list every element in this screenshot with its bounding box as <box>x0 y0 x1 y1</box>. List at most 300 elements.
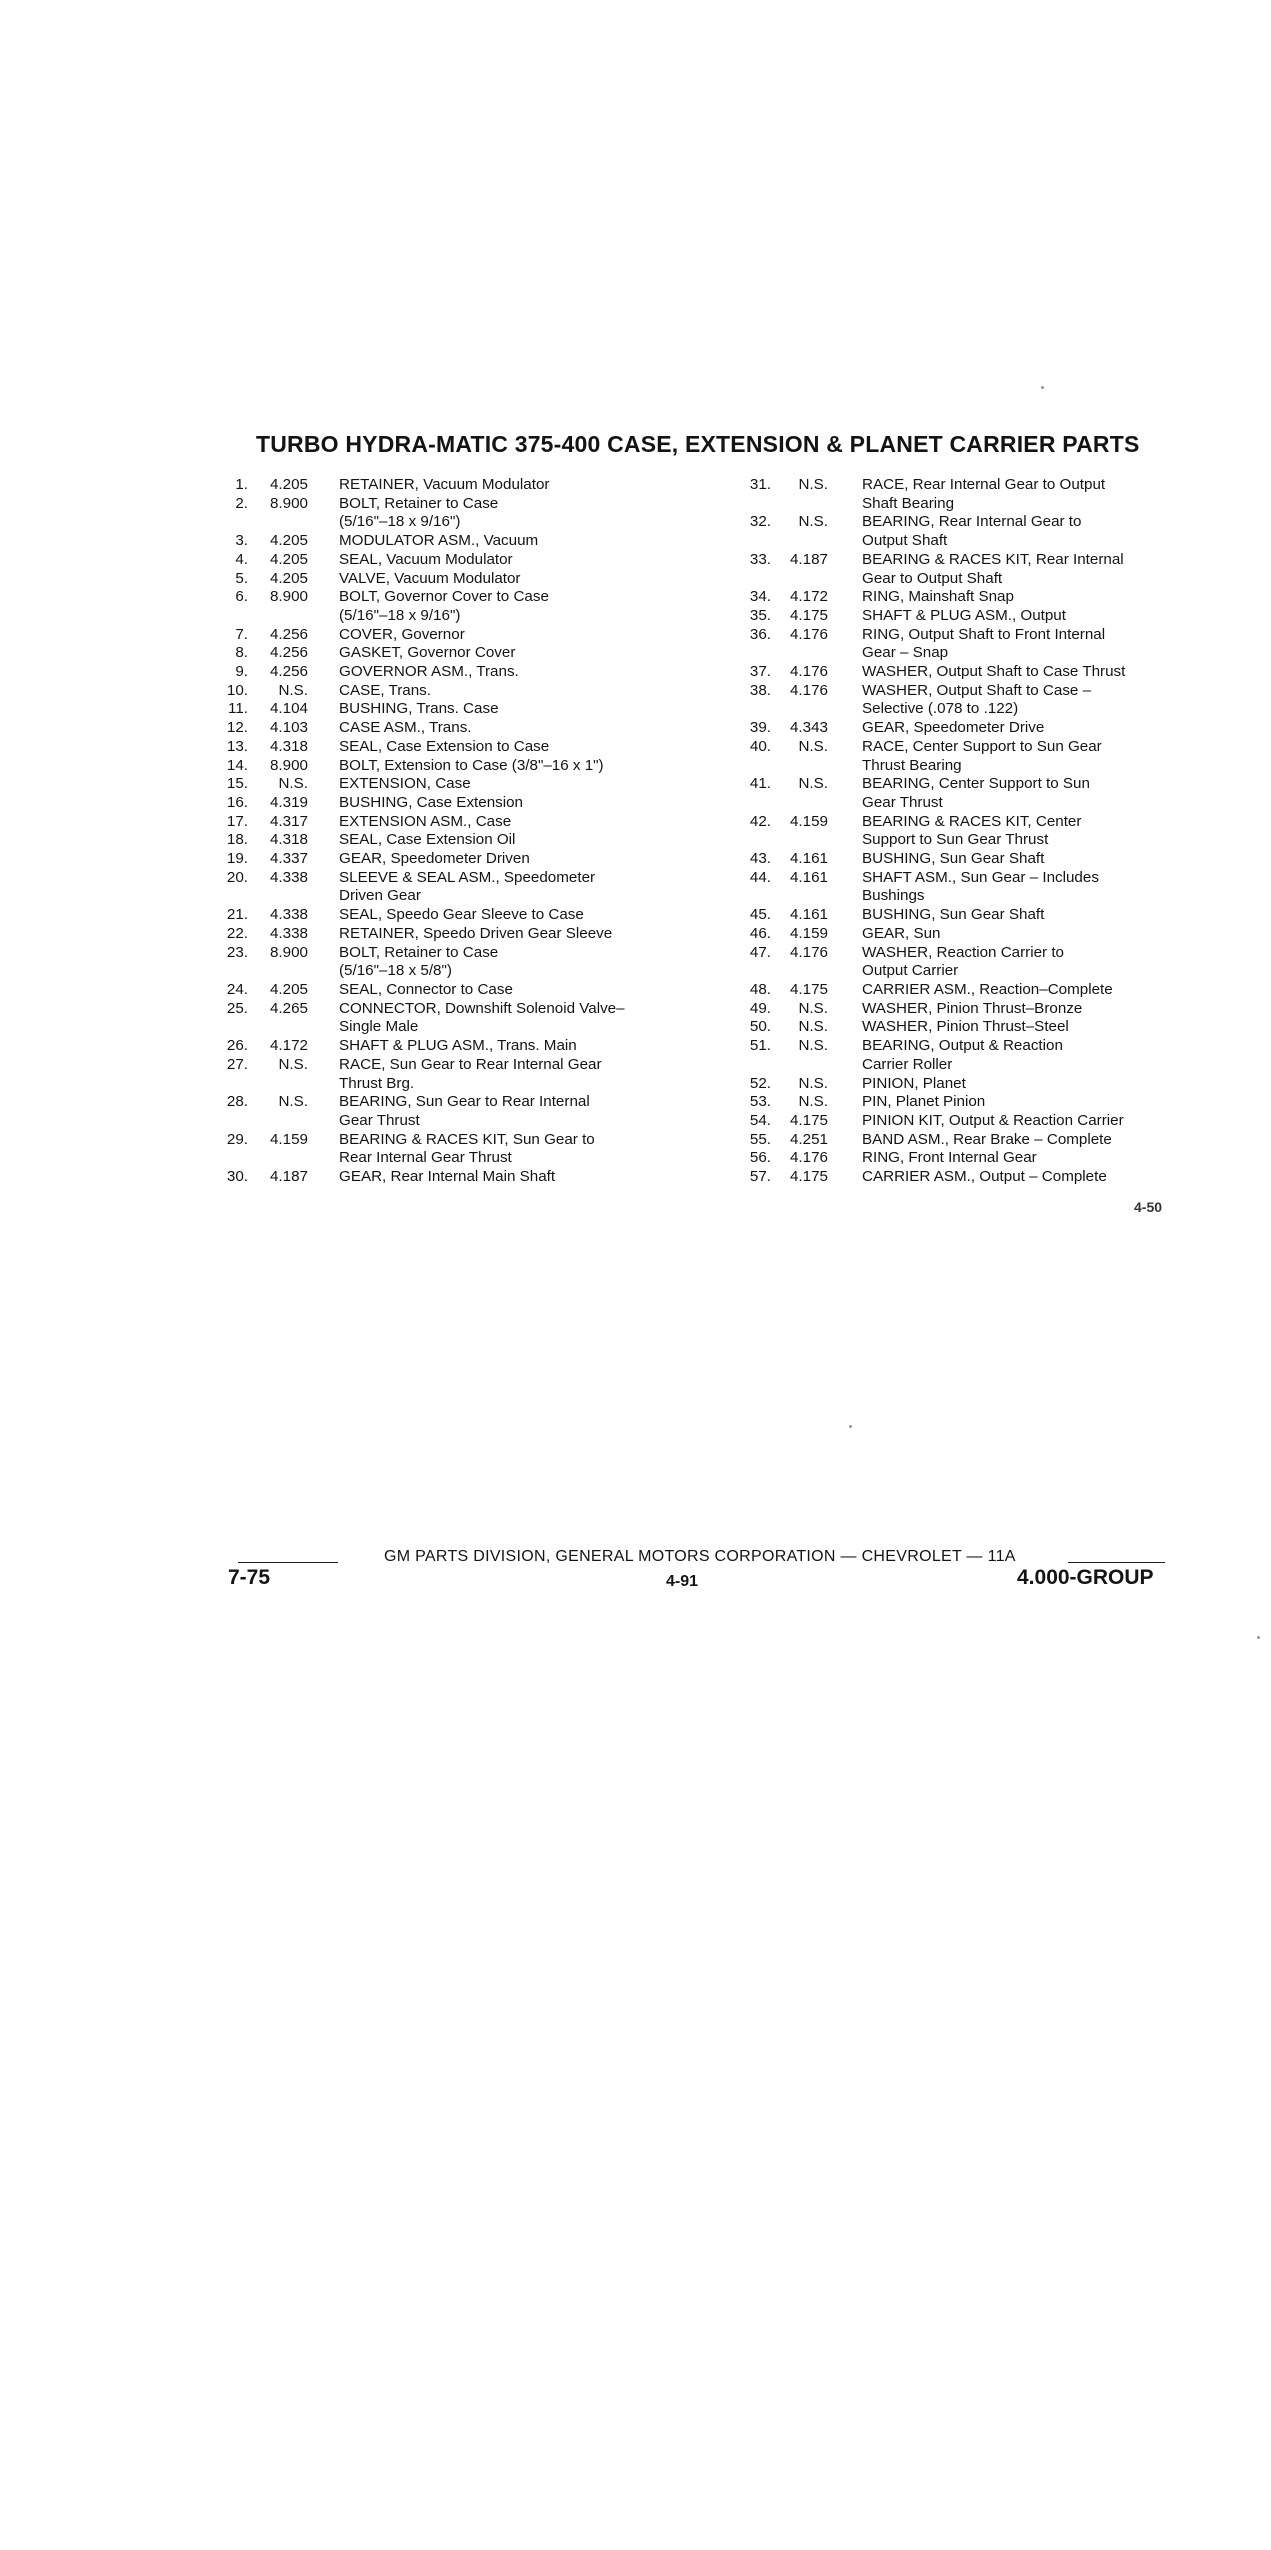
part-number: 43. <box>749 850 771 868</box>
part-number: 29. <box>226 1130 248 1148</box>
part-description <box>339 551 639 570</box>
part-description-line: BAND ASM., Rear Brake – Complete <box>862 1130 1112 1148</box>
part-description-line: (5/16"–18 x 9/16") <box>339 606 461 624</box>
part-number: 6. <box>235 588 248 606</box>
part-row <box>206 588 726 625</box>
part-description-line: Carrier Roller <box>862 1055 953 1073</box>
part-description <box>339 532 639 551</box>
part-group-number: N.S. <box>278 775 308 793</box>
part-description <box>862 944 1172 981</box>
part-row <box>730 551 1250 588</box>
part-group-number: 4.176 <box>789 943 828 961</box>
part-description <box>339 719 639 738</box>
part-description <box>862 925 1172 944</box>
part-description <box>339 869 639 906</box>
part-group-number: 4.205 <box>269 550 308 568</box>
part-description-line: BEARING, Sun Gear to Rear Internal <box>339 1093 590 1111</box>
part-group-number: 4.159 <box>269 1130 308 1148</box>
parts-list-right <box>730 476 1250 1187</box>
part-group-number: 4.337 <box>269 850 308 868</box>
part-description-line: Thrust Bearing <box>862 756 962 774</box>
part-row <box>730 1000 1250 1019</box>
part-number: 5. <box>235 569 248 587</box>
part-group-number: 4.172 <box>269 1037 308 1055</box>
part-number: 10. <box>226 681 248 699</box>
part-description-line: BUSHING, Sun Gear Shaft <box>862 906 1045 924</box>
page-title: TURBO HYDRA-MATIC 375-400 CASE, EXTENSION & PLANET CARRIER PARTS <box>256 431 1140 457</box>
part-description-line: SEAL, Speedo Gear Sleeve to Case <box>339 906 584 924</box>
part-description-line: RETAINER, Vacuum Modulator <box>339 476 550 493</box>
scan-speck <box>1257 1636 1260 1639</box>
part-number: 27. <box>226 1055 248 1073</box>
part-number: 36. <box>749 625 771 643</box>
part-number: 18. <box>226 831 248 849</box>
part-number: 39. <box>749 719 771 737</box>
part-group-number: 4.265 <box>269 999 308 1017</box>
part-row <box>206 1168 726 1187</box>
part-number: 1. <box>235 476 248 493</box>
part-description-line: BEARING, Output & Reaction <box>862 1037 1063 1055</box>
part-row <box>730 1075 1250 1094</box>
part-description <box>339 476 639 495</box>
part-number: 24. <box>226 980 248 998</box>
part-description <box>339 831 639 850</box>
part-description <box>339 700 639 719</box>
part-row <box>206 1037 726 1056</box>
part-description-line: Shaft Bearing <box>862 494 955 512</box>
part-description <box>339 794 639 813</box>
part-row <box>206 551 726 570</box>
part-description-line: Selective (.078 to .122) <box>862 700 1019 718</box>
part-description <box>862 588 1172 607</box>
part-group-number: 4.256 <box>269 663 308 681</box>
part-group-number: 4.161 <box>789 868 828 886</box>
part-description <box>862 813 1172 850</box>
scan-speck <box>849 1425 852 1428</box>
part-group-number: 4.318 <box>269 831 308 849</box>
part-description <box>339 925 639 944</box>
part-row <box>206 757 726 776</box>
part-description-line: Rear Internal Gear Thrust <box>339 1149 512 1167</box>
part-group-number: N.S. <box>798 737 828 755</box>
part-group-number: 4.256 <box>269 625 308 643</box>
part-description <box>862 476 1172 513</box>
part-group-number: 4.205 <box>269 476 308 493</box>
footer-corporation: GM PARTS DIVISION, GENERAL MOTORS CORPORATION — CHEVROLET — 11A <box>384 1548 1016 1565</box>
part-description-line: GASKET, Governor Cover <box>339 644 516 662</box>
part-row <box>730 719 1250 738</box>
part-description-line: PIN, Planet Pinion <box>862 1093 986 1111</box>
part-group-number: N.S. <box>798 775 828 793</box>
part-description <box>862 1093 1172 1112</box>
part-description-line: COVER, Governor <box>339 625 465 643</box>
part-row <box>730 850 1250 869</box>
part-row <box>206 719 726 738</box>
part-description-line: SLEEVE & SEAL ASM., Speedometer <box>339 868 596 886</box>
part-number: 26. <box>226 1037 248 1055</box>
part-number: 4. <box>235 550 248 568</box>
part-row <box>206 850 726 869</box>
part-row <box>206 906 726 925</box>
part-group-number: 4.187 <box>269 1168 308 1186</box>
part-row <box>730 607 1250 626</box>
part-number: 15. <box>226 775 248 793</box>
part-row <box>730 869 1250 906</box>
part-description-line: GEAR, Rear Internal Main Shaft <box>339 1168 556 1186</box>
part-group-number: 4.161 <box>789 906 828 924</box>
part-description-line: Output Carrier <box>862 962 959 980</box>
part-number: 7. <box>235 625 248 643</box>
footer-date: 7-75 <box>228 1566 271 1589</box>
part-row <box>730 513 1250 550</box>
part-description-line: RETAINER, Speedo Driven Gear Sleeve <box>339 924 613 942</box>
part-row <box>206 794 726 813</box>
part-description <box>862 682 1172 719</box>
part-group-number: 4.187 <box>789 550 828 568</box>
part-group-number: 4.172 <box>789 588 828 606</box>
part-number: 52. <box>749 1074 771 1092</box>
part-group-number: 8.900 <box>269 756 308 774</box>
part-group-number: 4.176 <box>789 1149 828 1167</box>
part-description-line: Support to Sun Gear Thrust <box>862 831 1049 849</box>
part-group-number: N.S. <box>278 681 308 699</box>
part-group-number: N.S. <box>798 513 828 531</box>
part-group-number: 4.175 <box>789 606 828 624</box>
part-description <box>339 850 639 869</box>
part-description <box>339 944 639 981</box>
part-number: 11. <box>228 700 248 718</box>
part-number: 16. <box>226 793 248 811</box>
part-description <box>862 850 1172 869</box>
part-row <box>730 1112 1250 1131</box>
part-number: 28. <box>226 1093 248 1111</box>
part-number: 54. <box>749 1111 771 1129</box>
part-description-line: BEARING & RACES KIT, Center <box>862 812 1082 830</box>
part-description-line: Gear – Snap <box>862 644 949 662</box>
part-description-line: BEARING, Center Support to Sun <box>862 775 1090 793</box>
part-number: 44. <box>749 868 771 886</box>
part-number: 2. <box>235 494 248 512</box>
part-description <box>339 1168 639 1187</box>
part-description-line: GOVERNOR ASM., Trans. <box>339 663 519 681</box>
part-row <box>730 1131 1250 1150</box>
part-description <box>862 1112 1172 1131</box>
part-description-line: BUSHING, Sun Gear Shaft <box>862 850 1045 868</box>
part-description <box>339 1056 639 1093</box>
part-description-line: EXTENSION, Case <box>339 775 471 793</box>
part-description-line: BOLT, Extension to Case (3/8"–16 x 1") <box>339 756 604 774</box>
parts-list-left <box>206 476 726 1187</box>
part-group-number: 4.256 <box>269 644 308 662</box>
part-description-line: GEAR, Speedometer Drive <box>862 719 1045 737</box>
part-description-line: SHAFT & PLUG ASM., Trans. Main <box>339 1037 577 1055</box>
part-description <box>339 682 639 701</box>
part-description-line: EXTENSION ASM., Case <box>339 812 512 830</box>
part-description <box>862 906 1172 925</box>
part-group-number: 4.251 <box>789 1130 828 1148</box>
part-number: 13. <box>226 737 248 755</box>
part-description <box>862 663 1172 682</box>
part-number: 35. <box>749 606 771 624</box>
part-row <box>206 626 726 645</box>
part-number: 20. <box>226 868 248 886</box>
part-description-line: CASE ASM., Trans. <box>339 719 472 737</box>
page-reference: 4-50 <box>1134 1199 1163 1215</box>
part-number: 48. <box>749 980 771 998</box>
part-group-number: 4.205 <box>269 532 308 550</box>
part-number: 46. <box>749 924 771 942</box>
part-number: 8. <box>235 644 248 662</box>
part-group-number: 4.343 <box>789 719 828 737</box>
part-row <box>206 813 726 832</box>
part-group-number: N.S. <box>798 999 828 1017</box>
part-number: 25. <box>226 999 248 1017</box>
part-group-number: N.S. <box>798 1093 828 1111</box>
part-description-line: BUSHING, Case Extension <box>339 793 524 811</box>
part-row <box>206 981 726 1000</box>
part-number: 51. <box>749 1037 771 1055</box>
part-description-line: SEAL, Case Extension to Case <box>339 737 550 755</box>
part-row <box>206 925 726 944</box>
part-description <box>339 1131 639 1168</box>
part-number: 55. <box>749 1130 771 1148</box>
part-description <box>862 1131 1172 1150</box>
part-description-line: WASHER, Reaction Carrier to <box>862 943 1064 961</box>
part-group-number: 4.161 <box>789 850 828 868</box>
part-group-number: 4.104 <box>269 700 308 718</box>
part-description-line: BEARING & RACES KIT, Rear Internal <box>862 550 1124 568</box>
part-description-line: Bushings <box>862 887 925 905</box>
part-description <box>862 607 1172 626</box>
part-group-number: 4.175 <box>789 1111 828 1129</box>
part-number: 42. <box>749 812 771 830</box>
part-row <box>730 1168 1250 1187</box>
part-description <box>862 1168 1172 1187</box>
part-row <box>730 944 1250 981</box>
part-row <box>206 775 726 794</box>
part-description-line: BOLT, Governor Cover to Case <box>339 588 549 606</box>
part-number: 30. <box>226 1168 248 1186</box>
part-description-line: SEAL, Case Extension Oil <box>339 831 516 849</box>
part-description-line: Thrust Brg. <box>339 1074 415 1092</box>
part-number: 14. <box>226 756 248 774</box>
part-number: 9. <box>235 663 248 681</box>
part-description-line: GEAR, Sun <box>862 924 941 942</box>
part-number: 22. <box>226 924 248 942</box>
scan-speck <box>1041 386 1044 389</box>
part-description-line: WASHER, Output Shaft to Case – <box>862 681 1092 699</box>
part-number: 57. <box>749 1168 771 1186</box>
part-group-number: 4.319 <box>269 793 308 811</box>
part-description <box>339 626 639 645</box>
part-description-line: RING, Mainshaft Snap <box>862 588 1014 606</box>
part-description <box>862 1075 1172 1094</box>
part-number: 34. <box>749 588 771 606</box>
part-group-number: 4.175 <box>789 980 828 998</box>
part-description <box>862 775 1172 812</box>
part-description-line: RACE, Sun Gear to Rear Internal Gear <box>339 1055 602 1073</box>
part-description-line: Driven Gear <box>339 887 421 905</box>
part-description <box>339 813 639 832</box>
part-number: 31. <box>749 476 771 493</box>
part-number: 17. <box>226 812 248 830</box>
part-description <box>862 738 1172 775</box>
part-group-number: 4.175 <box>789 1168 828 1186</box>
part-row <box>730 813 1250 850</box>
part-row <box>730 682 1250 719</box>
part-group-number: 4.318 <box>269 737 308 755</box>
part-description <box>339 1037 639 1056</box>
part-description-line: GEAR, Speedometer Driven <box>339 850 530 868</box>
part-number: 53. <box>749 1093 771 1111</box>
part-row <box>206 1131 726 1168</box>
part-description-line: (5/16"–18 x 9/16") <box>339 513 461 531</box>
part-description-line: PINION, Planet <box>862 1074 966 1092</box>
part-description-line: RACE, Rear Internal Gear to Output <box>862 476 1106 493</box>
part-description <box>862 981 1172 1000</box>
part-group-number: N.S. <box>798 1074 828 1092</box>
part-row <box>206 682 726 701</box>
part-row <box>730 1093 1250 1112</box>
part-description <box>339 906 639 925</box>
part-number: 40. <box>749 737 771 755</box>
part-number: 19. <box>226 850 248 868</box>
part-description <box>339 775 639 794</box>
part-group-number: 8.900 <box>269 494 308 512</box>
part-number: 56. <box>749 1149 771 1167</box>
part-number: 3. <box>235 532 248 550</box>
part-description-line: SHAFT & PLUG ASM., Output <box>862 606 1066 624</box>
part-number: 45. <box>749 906 771 924</box>
part-description-line: RING, Output Shaft to Front Internal <box>862 625 1106 643</box>
part-row <box>206 476 726 495</box>
part-description <box>339 644 639 663</box>
part-row <box>206 644 726 663</box>
part-group-number: 4.176 <box>789 663 828 681</box>
part-description-line: MODULATOR ASM., Vacuum <box>339 532 539 550</box>
part-row <box>730 738 1250 775</box>
part-group-number: 4.176 <box>789 681 828 699</box>
part-description-line: Gear Thrust <box>862 793 943 811</box>
part-row <box>206 700 726 719</box>
part-description <box>339 1093 639 1130</box>
part-description-line: PINION KIT, Output & Reaction Carrier <box>862 1111 1124 1129</box>
part-group-number: N.S. <box>278 1055 308 1073</box>
part-number: 12. <box>226 719 248 737</box>
part-description-line: CARRIER ASM., Reaction–Complete <box>862 980 1113 998</box>
part-group-number: N.S. <box>798 1037 828 1055</box>
part-group-number: 4.103 <box>269 719 308 737</box>
part-description-line: BUSHING, Trans. Case <box>339 700 499 718</box>
part-description-line: VALVE, Vacuum Modulator <box>339 569 521 587</box>
part-description-line: SEAL, Vacuum Modulator <box>339 550 513 568</box>
part-description <box>862 551 1172 588</box>
part-row <box>730 775 1250 812</box>
part-group-number: 4.338 <box>269 924 308 942</box>
part-number: 38. <box>749 681 771 699</box>
part-row <box>206 570 726 589</box>
part-group-number: 8.900 <box>269 943 308 961</box>
part-number: 41. <box>749 775 771 793</box>
part-description <box>339 588 639 625</box>
part-number: 33. <box>749 550 771 568</box>
part-description-line: Output Shaft <box>862 532 948 550</box>
part-description-line: SEAL, Connector to Case <box>339 980 513 998</box>
part-group-number: N.S. <box>798 476 828 493</box>
part-row <box>206 738 726 757</box>
part-description <box>339 738 639 757</box>
part-row <box>730 476 1250 513</box>
footer-group-number: 4.000-GROUP <box>1017 1566 1154 1589</box>
part-number: 47. <box>749 943 771 961</box>
part-description-line: BOLT, Retainer to Case <box>339 494 499 512</box>
part-group-number: 8.900 <box>269 588 308 606</box>
part-group-number: 4.338 <box>269 868 308 886</box>
part-group-number: 4.317 <box>269 812 308 830</box>
part-group-number: 4.159 <box>789 812 828 830</box>
part-number: 23. <box>226 943 248 961</box>
part-row <box>730 925 1250 944</box>
part-row <box>206 532 726 551</box>
part-description-line: BEARING, Rear Internal Gear to <box>862 513 1082 531</box>
part-row <box>730 626 1250 663</box>
part-row <box>730 1018 1250 1037</box>
part-group-number: 4.205 <box>269 980 308 998</box>
part-number: 50. <box>749 1018 771 1036</box>
part-description-line: CARRIER ASM., Output – Complete <box>862 1168 1107 1186</box>
part-row <box>730 588 1250 607</box>
part-group-number: 4.205 <box>269 569 308 587</box>
part-description-line: Single Male <box>339 1018 419 1036</box>
part-description-line: Gear Thrust <box>339 1111 420 1129</box>
part-description-line: Gear to Output Shaft <box>862 569 1003 587</box>
part-row <box>206 831 726 850</box>
part-description-line: WASHER, Output Shaft to Case Thrust <box>862 663 1126 681</box>
part-description-line: RACE, Center Support to Sun Gear <box>862 737 1102 755</box>
part-group-number: 4.338 <box>269 906 308 924</box>
footer-rule-left <box>238 1562 338 1563</box>
part-description <box>862 1037 1172 1074</box>
footer-page-number: 4-91 <box>666 1573 699 1590</box>
part-description <box>339 663 639 682</box>
part-row <box>206 1093 726 1130</box>
part-description <box>339 757 639 776</box>
part-row <box>206 663 726 682</box>
part-description <box>339 1000 639 1037</box>
part-description <box>339 495 639 532</box>
part-number: 37. <box>749 663 771 681</box>
part-description <box>862 513 1172 550</box>
part-row <box>206 1056 726 1093</box>
part-row <box>206 495 726 532</box>
part-description <box>862 1018 1172 1037</box>
part-description-line: BEARING & RACES KIT, Sun Gear to <box>339 1130 595 1148</box>
part-row <box>730 1037 1250 1074</box>
part-number: 21. <box>226 906 248 924</box>
part-description-line: WASHER, Pinion Thrust–Steel <box>862 1018 1069 1036</box>
part-row <box>206 869 726 906</box>
part-description <box>862 626 1172 663</box>
part-description <box>339 981 639 1000</box>
part-description <box>862 719 1172 738</box>
part-group-number: 4.176 <box>789 625 828 643</box>
part-description-line: BOLT, Retainer to Case <box>339 943 499 961</box>
part-description <box>339 570 639 589</box>
part-description-line: SHAFT ASM., Sun Gear – Includes <box>862 868 1099 886</box>
part-row <box>730 663 1250 682</box>
part-number: 49. <box>749 999 771 1017</box>
part-description <box>862 869 1172 906</box>
